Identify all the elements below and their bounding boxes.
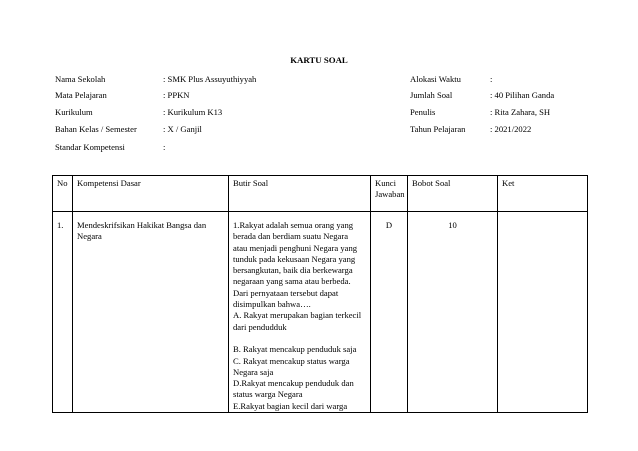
- label-jumlah-soal: Jumlah Soal: [410, 90, 453, 100]
- value-nama-sekolah: : SMK Plus Assuyuthiyyah: [163, 74, 257, 84]
- label-mata-pelajaran: Mata Pelajaran: [55, 90, 107, 100]
- question-line: atau menjadi penghuni Negara yang: [233, 242, 358, 253]
- question-line: negaraan yang sama atau berbeda.: [233, 276, 351, 287]
- value-penulis: : Rita Zahara, SH: [490, 107, 551, 117]
- question-line: tunduk pada kekusaan Negara yang: [233, 253, 356, 264]
- label-nama-sekolah: Nama Sekolah: [55, 74, 106, 84]
- table-row: [53, 212, 588, 413]
- header-ket: Ket: [498, 176, 588, 212]
- header-kunci-line-1: Kunci: [375, 178, 397, 188]
- header-kunci-line-2: Jawaban: [375, 189, 405, 200]
- value-tahun-pelajaran: : 2021/2022: [490, 124, 532, 134]
- question-line: berada dan berdiam suatu Negara: [233, 231, 349, 242]
- question-line: bersangkutan, baik dia berkewarga: [233, 265, 353, 276]
- option-e-line: E.Rakyat bagian kecil dari warga: [233, 400, 348, 411]
- label-kurikulum: Kurikulum: [55, 107, 93, 117]
- header-bobot-soal: Bobot Soal: [408, 176, 498, 212]
- value-standar-kompetensi: :: [163, 142, 166, 152]
- header-kunci-jawaban: [371, 176, 408, 212]
- label-penulis: Penulis: [410, 107, 436, 117]
- row-ket: [498, 212, 588, 413]
- kartu-soal-table: [52, 175, 588, 413]
- header-kompetensi-dasar: Kompetensi Dasar: [73, 176, 229, 212]
- question-line: 1.Rakyat adalah semua orang yang: [233, 220, 354, 230]
- table-header-row: [53, 176, 588, 212]
- spacer: [233, 333, 366, 344]
- header-butir-soal: Butir Soal: [229, 176, 371, 212]
- option-c-line: Negara saja: [233, 366, 274, 377]
- option-c-line: C. Rakyat mencakup status warga: [233, 355, 350, 366]
- value-bahan-kelas: : X / Ganjil: [163, 124, 202, 134]
- value-mata-pelajaran: : PPKN: [163, 90, 190, 100]
- value-kurikulum: : Kurikulum K13: [163, 107, 223, 117]
- kd-line-1: Mendeskrifsikan Hakikat Bangsa dan: [77, 220, 207, 230]
- row-kunci-jawaban: D: [371, 212, 408, 413]
- row-kompetensi-dasar: [73, 212, 229, 413]
- option-b-line: B. Rakyat mencakup penduduk saja: [233, 344, 357, 355]
- option-a-line: A. Rakyat merupakan bagian terkecil: [233, 310, 362, 321]
- value-jumlah-soal: : 40 Pilihan Ganda: [490, 90, 555, 100]
- label-alokasi-waktu: Alokasi Waktu: [410, 74, 461, 84]
- label-bahan-kelas: Bahan Kelas / Semester: [55, 124, 137, 134]
- label-tahun-pelajaran: Tahun Pelajaran: [410, 124, 466, 134]
- kd-line-2: Negara: [77, 231, 102, 242]
- option-d-line: D.Rakyat mencakup penduduk dan: [233, 378, 354, 389]
- option-a-line: dari pendudduk: [233, 321, 287, 332]
- page-title: KARTU SOAL: [290, 55, 348, 65]
- question-line: Dari pernyataan tersebut dapat: [233, 287, 339, 298]
- header-no: No: [53, 176, 73, 212]
- option-d-line: status warga Negara: [233, 389, 303, 400]
- question-line: disimpulkan bahwa….: [233, 299, 311, 310]
- row-bobot-soal: 10: [408, 212, 498, 413]
- value-alokasi-waktu: :: [490, 74, 493, 84]
- row-no: 1.: [53, 212, 73, 413]
- row-butir-soal: [229, 212, 371, 413]
- label-standar-kompetensi: Standar Kompetensi: [55, 142, 125, 152]
